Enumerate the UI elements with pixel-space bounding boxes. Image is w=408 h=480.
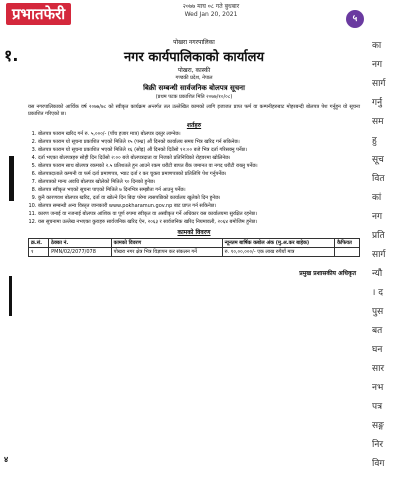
table-header-cell: क्र.सं.: [29, 239, 49, 248]
signatory: प्रमुख प्रशासकीय अधिकृत: [299, 270, 356, 277]
works-table: [28, 238, 360, 257]
right-column-fragment: । द: [372, 288, 384, 298]
public-notice: [24, 32, 364, 478]
right-column-fragment: सूच: [372, 155, 384, 165]
newspaper-header: [0, 0, 408, 30]
table-header-cell: कामको विवरण: [111, 239, 222, 248]
right-column-fragment: पत्र: [372, 402, 383, 412]
page-number-badge: ५: [346, 10, 364, 28]
right-column-fragment: का: [372, 41, 382, 51]
right-column-fragment: नभ: [372, 383, 384, 393]
right-column-fragment: निर: [372, 440, 384, 450]
right-column: [368, 30, 408, 480]
table-cell-amount: रु. १०,००,०००/- एक लाख रुपैयाँ मात्र: [222, 248, 335, 257]
right-column-fragment: हु: [372, 136, 377, 146]
date-english: Wed Jan 20, 2021: [184, 11, 238, 18]
right-column-fragment: सङ्ग: [372, 421, 384, 431]
left-column: [0, 36, 22, 480]
notice-intro: यस नगरपालिकाको आर्थिक वर्ष २०७७/७८ को स्वीकृत कार्यक्रम अन्तर्गत तल उल्लेखित कामको लागि इजाजत प्राप्त फर्म वा कम्पनीहरुबाट मोहरबन्दी बोलपत्र पेश गर्नुहुन यो सूचना प्रकाशित गरिएको छ।: [28, 104, 360, 117]
table-header-cell: ठेक्का नं.: [49, 239, 112, 248]
date-nepali: २०७७ माघ ०८ गते बुधबार: [182, 3, 240, 10]
term-item: 3. बोलपत्र फाराम यो सूचना प्रकाशित भएको मितिले १६ (सोह्र) औं दिनको दिउँसो १२:०० बजे भित्र दर्ता गरिसक्नु पर्नेछ।: [38, 147, 360, 154]
notice-subtitle: (प्रथम पटक प्रकाशित मिति २०७७/१०/०८): [155, 94, 233, 100]
right-column-fragment: सम: [372, 117, 384, 127]
left-column-top-fragment: १.: [4, 46, 19, 65]
left-column-bottom-fragment: ४: [4, 455, 9, 464]
right-column-fragment: बत: [372, 326, 383, 336]
table-body: [29, 248, 360, 257]
term-item: 11. कारण जनाई वा नजनाई बोलपत्र आंशिक वा पूर्ण रुपमा स्वीकृत वा अस्वीकृत गर्ने अधिकार यस कार्यालयमा सुरक्षित रहनेछ।: [38, 211, 360, 218]
right-column-fragment: पुस: [372, 307, 384, 317]
table-header-row: [29, 239, 360, 248]
right-column-fragment: नग: [372, 212, 383, 222]
authority-name: पोखरा नगरपालिका: [173, 39, 215, 46]
office-region: गण्डकी प्रदेश, नेपाल: [175, 75, 213, 81]
table-cell-work: पोखरा नगर क्षेत्र भित्र विज्ञापन कर संकलन गर्ने: [111, 248, 222, 257]
right-column-fragment: घन: [372, 345, 383, 355]
right-column-fragment: प्रति: [372, 231, 385, 241]
right-column-fragment: कां: [372, 193, 382, 203]
term-item: 7. बोलपत्रको मान्य अवधि बोलपत्र खोलेको मितिले ९० दिनको हुनेछ।: [38, 179, 360, 186]
left-column-rule: [9, 156, 14, 201]
masthead-logo: प्रभातफेरी: [6, 3, 71, 25]
right-column-fragment: न्यौ: [372, 269, 383, 279]
term-item: 1. बोलपत्र फाराम खरिद गर्न रु. ५,०००/- (पाँच हजार मात्र) बोलपत्र दस्तुर लाग्नेछ।: [38, 131, 360, 138]
term-item: 8. बोलपत्र स्वीकृत भएको सूचना पाएको मितिले ७ दिनभित्र सम्झौता गर्न आउनु पर्नेछ।: [38, 187, 360, 194]
term-item: 10. बोलपत्र सम्बन्धी अन्य विस्तृत जानकारी www.pokharamun.gov.np बाट प्राप्त गर्न सकिनेछ।: [38, 203, 360, 210]
table-title: कामको विवरण: [177, 229, 211, 236]
right-column-fragment: नग: [372, 60, 383, 70]
right-column-fragment: गर्नु: [372, 98, 383, 108]
table-cell-sn: १: [29, 248, 49, 257]
term-item: 9. कुनै कारणवश बोलपत्र खरिद, दर्ता वा खोल्ने दिन बिदा परेमा त्यसपछिको कार्यालय खुलेको दिन हुनेछ।: [38, 195, 360, 202]
right-column-fragment: सार्ग: [372, 250, 386, 260]
dateline: [146, 3, 276, 19]
office-address: पोखरा, कास्की: [177, 67, 211, 74]
table-cell-remark: [335, 248, 360, 257]
notice-title: बिक्री सम्बन्धी सार्वजनिक बोलपत्र सूचना: [143, 84, 245, 92]
office-name: नगर कार्यपालिकाको कार्यालय: [123, 50, 265, 65]
terms-heading: शर्तहरु: [186, 122, 202, 129]
table-cell-contract: PMN/02/2077/078: [49, 248, 112, 257]
right-column-fragment: सार्ग: [372, 79, 386, 89]
term-item: 2. बोलपत्र फाराम यो सूचना प्रकाशित भएको मितिले १५ (पन्ध्र) औं दिनको कार्यालय समय भित्र खरिद गर्न सकिनेछ।: [38, 139, 360, 146]
left-column-rule-2: [9, 276, 12, 316]
term-item: 5. बोलपत्र फाराम साथ बोलपत्र रकमको २.५ प्रतिशतले हुन आउने रकम धरौटी बापत बैंक जमानत वा नगद धरौटी राख्नु पर्नेछ।: [38, 163, 360, 170]
term-item: 4. दर्ता भएका बोलपत्रहरु सोही दिन दिउँसो २:०० बजे बोलपत्रदाता वा निजको प्रतिनिधिको रोहवरमा खोलिनेछ।: [38, 155, 360, 162]
right-column-fragment: वित: [372, 174, 385, 184]
right-column-fragment: विग: [372, 459, 385, 469]
table-header-cell: न्यूनतम बार्षिक कबोल अंक (मु.अ.कर बाहेक): [222, 239, 335, 248]
right-column-fragment: सार: [372, 364, 385, 374]
term-item: 6. बोलपत्रदाताले कम्पनी वा फर्म दर्ता प्रमाणपत्र, भ्याट दर्ता र कर चुक्ता प्रमाणपत्रको प्रतिलिपि पेश गर्नुपर्नेछ।: [38, 171, 360, 178]
term-item: 12. यस सूचनामा उल्लेख नभएका कुराहरु सार्वजनिक खरिद ऐन, २०६३ र सार्वजनिक खरिद नियमावली, २०६४ बमोजिम हुनेछ।: [38, 219, 360, 226]
terms-list: [28, 131, 360, 226]
table-header-cell: कैफियत: [335, 239, 360, 248]
table-row: [29, 248, 360, 257]
